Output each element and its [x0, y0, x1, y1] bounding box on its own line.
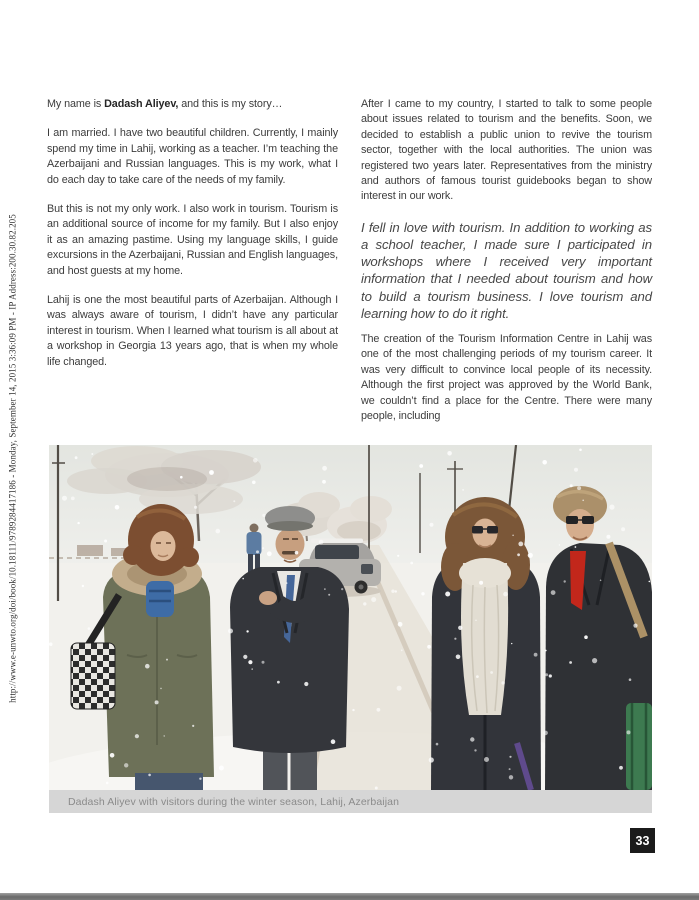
- author-name: Dadash Aliyev,: [104, 98, 179, 110]
- page-edge-bar: [0, 893, 699, 900]
- winter-photo: [49, 445, 652, 790]
- woman-white-scarf: [431, 497, 541, 790]
- paragraph: I am married. I have two beautiful children. Currently, I mainly spend my time in Lahij, working as a teacher. I’m teaching the Azerbaijani and Russian languages. This is my work, what I do each day to take care of the needs of my family.: [47, 127, 338, 186]
- text-column-right: [361, 97, 652, 439]
- access-watermark: http://www.e-unwto.org/doi/book/10.18111/9789284417186 - Monday, September 14, 2015 3:36:09 PM - IP Address:200.30.82.205: [7, 214, 18, 703]
- pull-quote: I fell in love with tourism. In addition to working as a school teacher, I made sure I participated in workshops where I received very important information that I needed about tourism and how to build a tourism business. I love tourism and learning how to do it right.: [361, 219, 652, 321]
- photo-caption: Dadash Aliyev with visitors during the winter season, Lahij, Azerbaijan: [68, 795, 400, 808]
- paragraph: After I came to my country, I started to talk to some people about issues related to tourism and the benefits. Soon, we decided to establish a public union to revive the tourism sector, together with the local authorities. The union was registered two years later. Representatives from the ministry and authors of famous tourist guidebooks began to show interest in our work.: [361, 98, 652, 203]
- winter-scene: [49, 445, 652, 790]
- photo-caption-bar: [49, 790, 652, 813]
- intro-paragraph: [47, 97, 338, 112]
- page-number: 33: [635, 833, 650, 848]
- intro-prefix: My name is: [47, 98, 105, 110]
- paragraph: Lahij is one the most beautiful parts of Azerbaijan. Although I was always aware of tourism, I didn’t have any particular interest in tourism. When I learned what tourism is all about at a workshop in Georgia 13 years ago, that is when my whole life changed.: [47, 294, 338, 368]
- intro-suffix: and this is my story…: [178, 98, 283, 110]
- paragraph: The creation of the Tourism Information Centre in Lahij was one of the most challenging periods of my tourism career. It was very difficult to convince local people of its necessity. Although the first project was approved by the World Bank, we couldn’t find a place for the Centre. There were many people, including: [361, 333, 652, 423]
- paragraph: But this is not my only work. I also work in tourism. Tourism is an additional source of income for my family. But I also enjoy it as an amazing pastime. Using my language skills, I guide excursions in the Azerbaijani, Russian and English languages, and host guests at my home.: [47, 203, 338, 277]
- page-number-badge: [630, 828, 655, 853]
- text-column-left: [47, 97, 338, 384]
